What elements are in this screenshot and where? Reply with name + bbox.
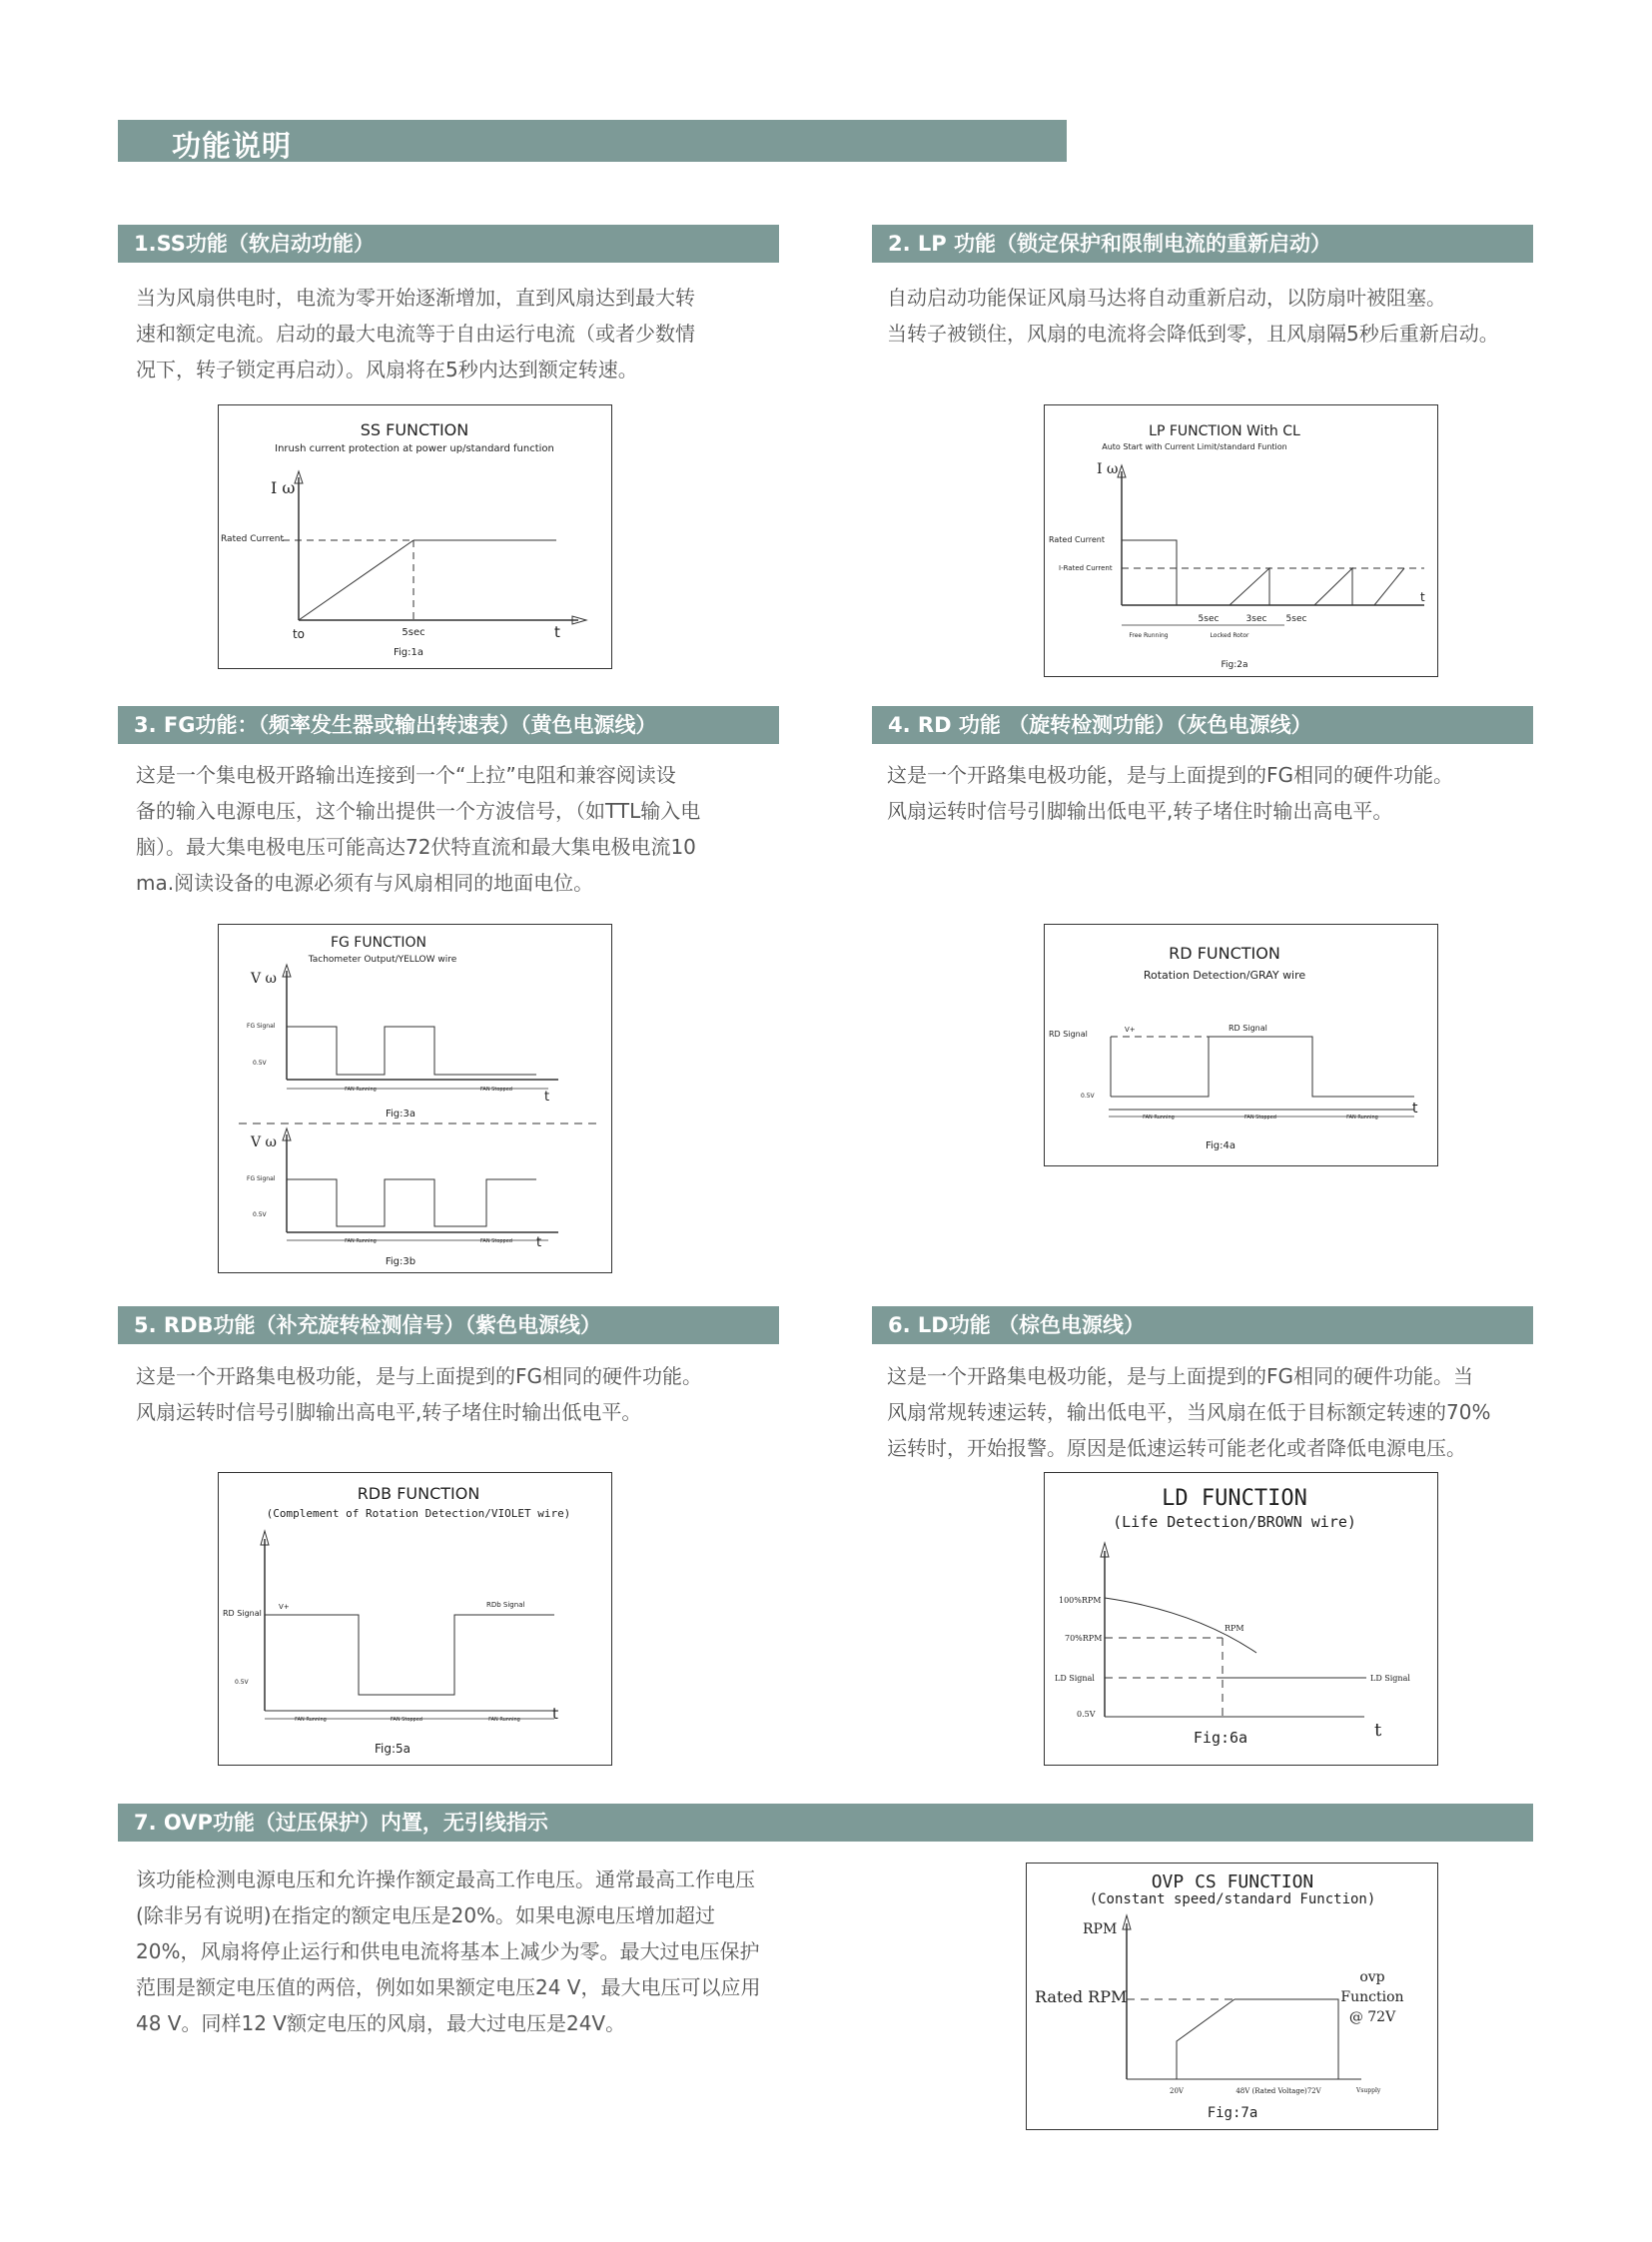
y-axis-label: V ω bbox=[251, 1134, 277, 1150]
page-header-bar bbox=[118, 120, 1067, 162]
low-level-label: 0.5V bbox=[253, 1060, 267, 1067]
text-line: 当为风扇供电时，电流为零开始逐渐增加，直到风扇达到最大转 bbox=[136, 286, 695, 310]
section-heading-rdb: 5. RDB功能（补充旋转检测信号）（紫色电源线） bbox=[118, 1306, 779, 1344]
section-heading-ld: 6. LD功能 （棕色电源线） bbox=[872, 1306, 1533, 1344]
fig-subtitle: Auto Start with Current Limit/standard Funtion bbox=[1102, 442, 1287, 451]
text-line: 这是一个开路集电极功能，是与上面提到的FG相同的硬件功能。 bbox=[136, 1364, 703, 1388]
t-label: t bbox=[536, 1235, 542, 1250]
text-line: 备的输入电源电压，这个输出提供一个方波信号，（如TTL输入电 bbox=[136, 799, 701, 823]
fan-stopped-label: FAN Stopped bbox=[480, 1238, 512, 1244]
vsupply-label: Vsupply bbox=[1356, 2087, 1381, 2094]
fan-running-label: FAN Running bbox=[345, 1087, 377, 1093]
vplus-label: V+ bbox=[1125, 1026, 1136, 1034]
free-running-label: Free Running bbox=[1129, 632, 1169, 639]
low-level-label: 0.5V bbox=[235, 1679, 249, 1686]
ovp-note-line: Function bbox=[1340, 1989, 1404, 2005]
figure-ovp-function bbox=[1026, 1863, 1438, 2130]
irated-current-label: I-Rated Current bbox=[1059, 564, 1113, 572]
text-line: 这是一个开路集电极功能，是与上面提到的FG相同的硬件功能。 bbox=[887, 763, 1454, 787]
ld-signal2-label: LD Signal bbox=[1370, 1674, 1410, 1683]
fig-subtitle: Rotation Detection/GRAY wire bbox=[1143, 969, 1306, 982]
rpm-100-label: 100%RPM bbox=[1059, 1596, 1102, 1605]
text-line: 速和额定电流。启动的最大电流等于自由运行电流（或者少数情 bbox=[136, 322, 695, 346]
t-label: t bbox=[554, 623, 560, 641]
fan-stopped-label: FAN Stopped bbox=[1244, 1115, 1276, 1121]
fan-running-label: FAN Running bbox=[488, 1717, 520, 1723]
rpm-curve-label: RPM bbox=[1225, 1624, 1244, 1633]
fig-title: LD FUNCTION bbox=[1162, 1486, 1307, 1511]
fig-title: SS FUNCTION bbox=[360, 420, 469, 439]
fig-subtitle: (Complement of Rotation Detection/VIOLET wire) bbox=[266, 1507, 571, 1520]
fig-title: LP FUNCTION With CL bbox=[1149, 423, 1300, 439]
rated-current-label: Rated Current bbox=[221, 534, 285, 544]
low-level-label: 0.5V bbox=[1077, 1710, 1096, 1719]
fig-caption: Fig:3b bbox=[385, 1256, 416, 1267]
section-text-fg bbox=[136, 757, 700, 901]
fig-caption: Fig:6a bbox=[1193, 1729, 1248, 1747]
rdb-signal-label: RDb Signal bbox=[486, 1601, 525, 1609]
figure-ld-function bbox=[1044, 1472, 1438, 1766]
vplus-label: V+ bbox=[279, 1603, 290, 1611]
fan-running-label: FAN Running bbox=[295, 1717, 327, 1723]
text-line: 风扇常规转速运转，输出低电平，当风扇在低于目标额定转速的70% bbox=[887, 1400, 1491, 1424]
text-line: 范围是额定电压值的两倍，例如如果额定电压24 V，最大电压可以应用 bbox=[136, 1975, 761, 1999]
interval-label: 5sec bbox=[1198, 614, 1220, 624]
fig-caption: Fig:7a bbox=[1207, 2105, 1258, 2121]
t-label: t bbox=[552, 1705, 558, 1723]
fig-caption: Fig:5a bbox=[374, 1742, 412, 1756]
t0-label: to bbox=[292, 627, 306, 641]
fig-title: OVP CS FUNCTION bbox=[1151, 1871, 1314, 1892]
text-line: 脑）。最大集电极电压可能高达72伏特直流和最大集电极电流10 bbox=[136, 835, 696, 859]
fg-signal-label: FG Signal bbox=[247, 1175, 276, 1182]
t5-label: 5sec bbox=[402, 627, 425, 638]
text-line: 况下，转子锁定再启动）。风扇将在5秒内达到额定转速。 bbox=[136, 358, 638, 381]
figure-rdb-function bbox=[218, 1472, 612, 1766]
text-line: 这是一个开路集电极功能，是与上面提到的FG相同的硬件功能。当 bbox=[887, 1364, 1474, 1388]
fig-title: RD FUNCTION bbox=[1169, 944, 1280, 963]
section-text-ss bbox=[136, 280, 695, 387]
fan-running-label: FAN Running bbox=[345, 1238, 377, 1244]
rated-current-label: Rated Current bbox=[1049, 535, 1106, 544]
text-line: 风扇运转时信号引脚输出低电平,转子堵住时输出高电平。 bbox=[887, 799, 1393, 823]
section-heading-ovp: 7. OVP功能（过压保护）内置，无引线指示 bbox=[118, 1804, 1533, 1842]
text-line: 这是一个集电极开路输出连接到一个“上拉”电阻和兼容阅读设 bbox=[136, 763, 676, 787]
low-level-label: 0.5V bbox=[1081, 1093, 1095, 1100]
fig-subtitle: Tachometer Output/YELLOW wire bbox=[308, 955, 457, 965]
locked-rotor-label: Locked Rotor bbox=[1210, 632, 1249, 639]
section-heading-ss: 1.SS功能（软启动功能） bbox=[118, 225, 779, 263]
y-axis-label: I ω bbox=[1097, 461, 1119, 477]
rpm-70-label: 70%RPM bbox=[1065, 1634, 1103, 1643]
fan-stopped-label: FAN Stopped bbox=[480, 1087, 512, 1093]
fig-caption: Fig:1a bbox=[393, 647, 424, 658]
section-heading-fg: 3. FG功能：（频率发生器或输出转速表）（黄色电源线） bbox=[118, 706, 779, 744]
fig-subtitle: (Constant speed/standard Function) bbox=[1089, 1891, 1376, 1907]
figure-lp-function bbox=[1044, 404, 1438, 677]
fg-signal-label: FG Signal bbox=[247, 1023, 276, 1030]
interval-label: 5sec bbox=[1285, 614, 1307, 624]
t-label: t bbox=[1420, 590, 1425, 604]
text-line: 20%，风扇将停止运行和供电电流将基本上减少为零。最大过电压保护 bbox=[136, 1939, 760, 1963]
section-text-ovp bbox=[136, 1862, 761, 2041]
ld-signal-label: LD Signal bbox=[1055, 1674, 1095, 1683]
text-line: 当转子被锁住，风扇的电流将会降低到零，且风扇隔5秒后重新启动。 bbox=[887, 322, 1499, 346]
page-title: 功能说明 bbox=[172, 129, 293, 163]
text-line: 运转时，开始报警。原因是低速运转可能老化或者降低电源电压。 bbox=[887, 1436, 1466, 1460]
t-label: t bbox=[1412, 1101, 1418, 1117]
section-heading-lp: 2. LP 功能（锁定保护和限制电流的重新启动） bbox=[872, 225, 1533, 263]
rd-signal-label: RD Signal bbox=[1049, 1030, 1088, 1039]
fig-subtitle: (Life Detection/BROWN wire) bbox=[1113, 1513, 1356, 1531]
interval-label: 3sec bbox=[1245, 614, 1267, 624]
text-line: 该功能检测电源电压和允许操作额定最高工作电压。通常最高工作电压 bbox=[136, 1868, 755, 1891]
y-axis-label: I ω bbox=[271, 478, 296, 497]
t-label: t bbox=[544, 1090, 550, 1105]
fig-subtitle: Inrush current protection at power up/standard function bbox=[275, 443, 554, 454]
section-heading-rd: 4. RD 功能 （旋转检测功能）（灰色电源线） bbox=[872, 706, 1533, 744]
section-text-rdb bbox=[136, 1358, 702, 1430]
y-axis-label: V ω bbox=[251, 971, 277, 987]
figure-rd-function bbox=[1044, 924, 1438, 1166]
rd-signal-label: RD Signal bbox=[223, 1609, 262, 1618]
fan-running-label: FAN Running bbox=[1143, 1115, 1175, 1121]
fig-caption: Fig:4a bbox=[1205, 1140, 1237, 1151]
ovp-note-line: @ 72V bbox=[1348, 2009, 1396, 2025]
figure-ss-function bbox=[218, 404, 612, 669]
section-text-rd bbox=[887, 757, 1453, 829]
text-line: 自动启动功能保证风扇马达将自动重新启动，以防扇叶被阻塞。 bbox=[887, 286, 1446, 310]
fig-title: RDB FUNCTION bbox=[357, 1484, 480, 1503]
section-text-ld bbox=[887, 1358, 1490, 1466]
v20-label: 20V bbox=[1170, 2087, 1184, 2095]
text-line: 风扇运转时信号引脚输出高电平,转子堵住时输出低电平。 bbox=[136, 1400, 642, 1424]
figure-fg-function bbox=[218, 924, 612, 1273]
rpm-axis-label: RPM bbox=[1083, 1921, 1118, 1937]
section-text-lp bbox=[887, 280, 1499, 352]
fan-running-label: FAN Running bbox=[1346, 1115, 1378, 1121]
low-level-label: 0.5V bbox=[253, 1211, 267, 1218]
v48-label: 48V (Rated Voltage)72V bbox=[1236, 2087, 1321, 2095]
text-line: ma.阅读设备的电源必须有与风扇相同的地面电位。 bbox=[136, 871, 594, 895]
ovp-note-line: ovp bbox=[1359, 1969, 1385, 1985]
fig-title: FG FUNCTION bbox=[330, 935, 427, 951]
t-label: t bbox=[1374, 1720, 1382, 1741]
fig-caption: Fig:2a bbox=[1221, 660, 1248, 670]
text-line: 48 V。同样12 V额定电压的风扇，最大过电压是24V。 bbox=[136, 2011, 626, 2035]
rated-rpm-label: Rated RPM bbox=[1035, 1987, 1128, 2006]
fig-caption: Fig:3a bbox=[385, 1109, 416, 1120]
fan-stopped-label: FAN Stopped bbox=[391, 1717, 422, 1723]
text-line: (除非另有说明)在指定的额定电压是20%。如果电源电压增加超过 bbox=[136, 1903, 716, 1927]
rd-signal2-label: RD Signal bbox=[1229, 1024, 1267, 1033]
